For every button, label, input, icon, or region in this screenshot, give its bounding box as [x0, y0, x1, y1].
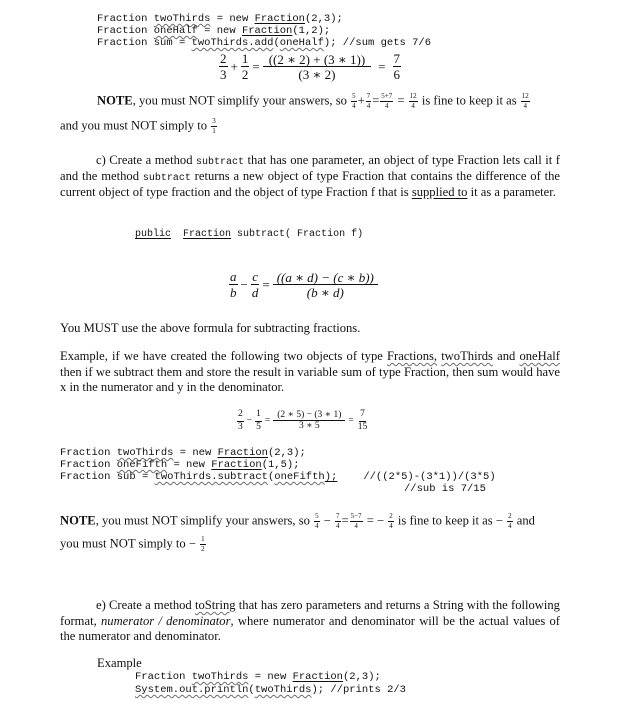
note-1-line-2 — [60, 118, 218, 135]
code2-line-1 — [60, 447, 306, 459]
operator: = — [252, 58, 260, 74]
note-2-line-1 — [60, 513, 535, 530]
subtract-formula — [228, 270, 379, 299]
frac-num: 1 — [201, 535, 205, 543]
code2-line-3 — [60, 471, 496, 483]
frac-den: 4 — [508, 522, 512, 530]
code-call: twoThirds.add — [191, 37, 274, 49]
part-e-text: , where numerator and denominator will be the actual values of the numerator and denominator. — [60, 613, 561, 643]
frac-num: c — [252, 269, 258, 284]
code-var: twoThirds — [153, 13, 211, 25]
frac-den: 3 — [238, 421, 243, 432]
code-decl: sum = — [153, 37, 192, 49]
frac-den: 2 — [241, 67, 249, 82]
operator: = — [262, 276, 270, 292]
frac-den: 4 — [354, 522, 358, 530]
operator: − — [323, 513, 331, 528]
part-c-paragraph — [60, 153, 560, 201]
code-keyword: public — [135, 229, 172, 240]
format-text: numerator / denominator — [100, 613, 231, 628]
frac-den: 4 — [315, 522, 319, 530]
code-type: Fraction — [97, 37, 148, 49]
code-type: Fraction — [60, 459, 111, 471]
code-var: twoThirds — [191, 671, 249, 683]
code-class: Fraction — [217, 447, 268, 459]
code-type: Fraction — [60, 447, 111, 459]
code-arg: twoThirds — [254, 684, 312, 696]
frac-num: 5−7 — [350, 512, 362, 520]
operator: = — [264, 416, 271, 426]
note-text: , you must NOT simplify your answers, so — [132, 93, 347, 108]
code-call: System.out.println — [135, 684, 249, 696]
operator: = — [341, 513, 349, 528]
part-e-paragraph — [60, 598, 560, 645]
method-signature — [135, 229, 363, 241]
operator: + — [357, 93, 365, 108]
operator: − — [246, 416, 253, 426]
example-label: Example — [97, 656, 142, 670]
frac-den: 4 — [336, 522, 340, 530]
code-class: Fraction — [292, 671, 343, 683]
note-bold: NOTE — [60, 513, 96, 528]
frac-num: a — [230, 269, 237, 284]
code-type: Fraction — [60, 471, 111, 483]
method-name: subtract — [196, 157, 245, 168]
frac-num: 1 — [241, 51, 249, 66]
frac-den: 4 — [352, 102, 356, 110]
note-2-line-2 — [60, 536, 207, 553]
frac-den: 15 — [357, 421, 368, 432]
code-arg: oneFifth — [274, 471, 325, 483]
code-var: twoThirds — [116, 447, 174, 459]
code-type: Fraction — [135, 671, 186, 683]
frac-den: 3 ∗ 5 — [298, 421, 320, 431]
note-bold: NOTE — [97, 93, 133, 108]
code-decl: sub = — [116, 471, 155, 483]
underlined-text: supplied to — [411, 185, 468, 199]
code-arg: oneHalf — [279, 37, 324, 49]
operator: + — [230, 58, 238, 74]
frac-num: 12 — [521, 92, 529, 100]
operator: − — [240, 276, 248, 292]
code-op: = new — [210, 13, 255, 25]
code-type: Fraction — [97, 13, 148, 25]
operator: = — [397, 93, 405, 108]
frac-num: 2 — [508, 512, 512, 520]
code-args: (1,5); — [261, 459, 300, 471]
code-args: (2,3); — [342, 671, 381, 683]
frac-num: 2 — [220, 51, 227, 66]
squiggly-word: twoThirds — [441, 349, 493, 363]
code2-line-4: //sub is 7/15 — [404, 483, 486, 495]
frac-den: 4 — [411, 102, 415, 110]
squiggly-word: oneHalf — [519, 349, 560, 363]
frac-num: ((a ∗ d) − (c ∗ b)) — [273, 271, 378, 285]
code-var: oneFifth — [116, 459, 168, 471]
code-line-2 — [97, 25, 330, 37]
frac-num: 2 — [237, 410, 244, 422]
code-class: Fraction — [211, 459, 262, 471]
note-text: is fine to keep it as − — [397, 513, 503, 528]
part-e-text: e) Create a method — [96, 598, 192, 612]
code-class: Fraction — [183, 229, 232, 240]
note-1-line-1 — [97, 93, 531, 110]
note-text: is fine to keep it as — [421, 93, 517, 108]
must-use-text: You MUST use the above formula for subtracting fractions. — [60, 321, 361, 335]
frac-num: (2 ∗ 5) − (3 ∗ 1) — [273, 411, 345, 422]
example-code-line-1 — [135, 671, 381, 683]
example-text: and — [492, 349, 520, 363]
frac-num: 5 — [352, 92, 356, 100]
code-rest: subtract( Fraction f) — [231, 229, 364, 240]
method-name: subtract — [142, 173, 191, 184]
frac-den: 4 — [523, 102, 528, 110]
code-args: (2,3); — [267, 447, 306, 459]
code-paren: ( — [267, 471, 275, 483]
frac-num: ((2 ∗ 2) + (3 ∗ 1)) — [263, 53, 371, 67]
squiggly-word: Fractions, — [387, 349, 438, 363]
frac-den: (b ∗ d) — [306, 284, 344, 300]
code-comment: //((2*5)-(3*1))/(3*5) — [363, 471, 496, 483]
frac-den: 4 — [366, 102, 371, 110]
code-var: oneHalf — [153, 25, 198, 37]
code-op: = new — [197, 25, 242, 37]
code-op: = new — [173, 447, 218, 459]
part-c-text: returns a new object of type Fraction that contains the difference of the current object of type fraction and the object of type Fraction f that is — [60, 169, 560, 199]
frac-den: (3 ∗ 2) — [298, 66, 336, 82]
code-args: (1,2); — [292, 25, 331, 37]
code-line-3 — [97, 37, 431, 49]
example-text: then if we subtract them and store the result in variable sum of type Fraction, then sum would have x in the numerator and y in the denominator. — [60, 364, 560, 394]
code-line-1 — [97, 13, 343, 25]
code-args: (2,3); — [304, 13, 343, 25]
frac-num: 5+7 — [381, 92, 393, 100]
operator: = — [372, 93, 380, 108]
frac-num: 5 — [315, 512, 319, 520]
note-text: and you must NOT simply to — [60, 118, 208, 133]
part-c-text: that has one parameter, an object of type Fraction lets call it f and the method — [60, 153, 560, 183]
example-text: Example, if we have created the following two objects of type — [60, 349, 383, 363]
frac-den: 2 — [201, 545, 205, 553]
note-text: and — [516, 513, 535, 528]
part-c-text: it as a parameter. — [467, 185, 556, 199]
operator: = — [348, 416, 354, 426]
frac-num: 7 — [336, 512, 340, 520]
frac-num: 2 — [389, 512, 393, 520]
code-op: = new — [167, 459, 212, 471]
frac-den: 4 — [389, 522, 393, 530]
operator: = − — [366, 513, 385, 528]
code-call: twoThirds.subtract — [154, 471, 268, 483]
frac-num: 3 — [212, 117, 216, 125]
frac-num: 1 — [255, 410, 262, 422]
code-class: Fraction — [241, 25, 293, 37]
code-paren: ); — [324, 471, 338, 483]
frac-num: 7 — [393, 51, 401, 66]
frac-den: 6 — [393, 67, 401, 82]
example-code-line-2 — [135, 684, 406, 696]
code-paren: ( — [248, 684, 255, 696]
equation-subtract — [236, 410, 369, 432]
method-name: toString — [194, 598, 236, 612]
frac-den: b — [230, 285, 237, 300]
example-paragraph — [60, 349, 560, 396]
part-c-text: c) Create a method — [96, 153, 193, 167]
note-text: you must NOT simply to − — [60, 536, 196, 551]
code-paren: ( — [273, 37, 280, 49]
frac-den: 1 — [212, 127, 216, 135]
code-class: Fraction — [254, 13, 305, 25]
code-comment: ; //sum gets 7/6 — [330, 37, 432, 49]
cropped-heading-fragment — [230, 0, 390, 2]
frac-num: 7 — [366, 92, 371, 100]
frac-den: 5 — [256, 421, 261, 432]
frac-num: 7 — [359, 410, 366, 422]
code2-line-2 — [60, 459, 300, 471]
frac-den: 3 — [220, 67, 227, 82]
part-e-text: that has zero parameters and returns a String with the following format, — [60, 598, 560, 628]
frac-num: 12 — [409, 92, 417, 100]
operator: = — [378, 58, 386, 74]
frac-den: 4 — [385, 102, 389, 110]
frac-den: d — [251, 285, 259, 300]
code-paren: ) — [323, 37, 331, 49]
note-text: , you must NOT simplify your answers, so — [95, 513, 310, 528]
equation-add — [218, 52, 402, 81]
code-comment: //prints 2/3 — [324, 684, 406, 696]
code-paren: ); — [311, 684, 325, 696]
code-type: Fraction — [97, 25, 148, 37]
code-op: = new — [248, 671, 293, 683]
